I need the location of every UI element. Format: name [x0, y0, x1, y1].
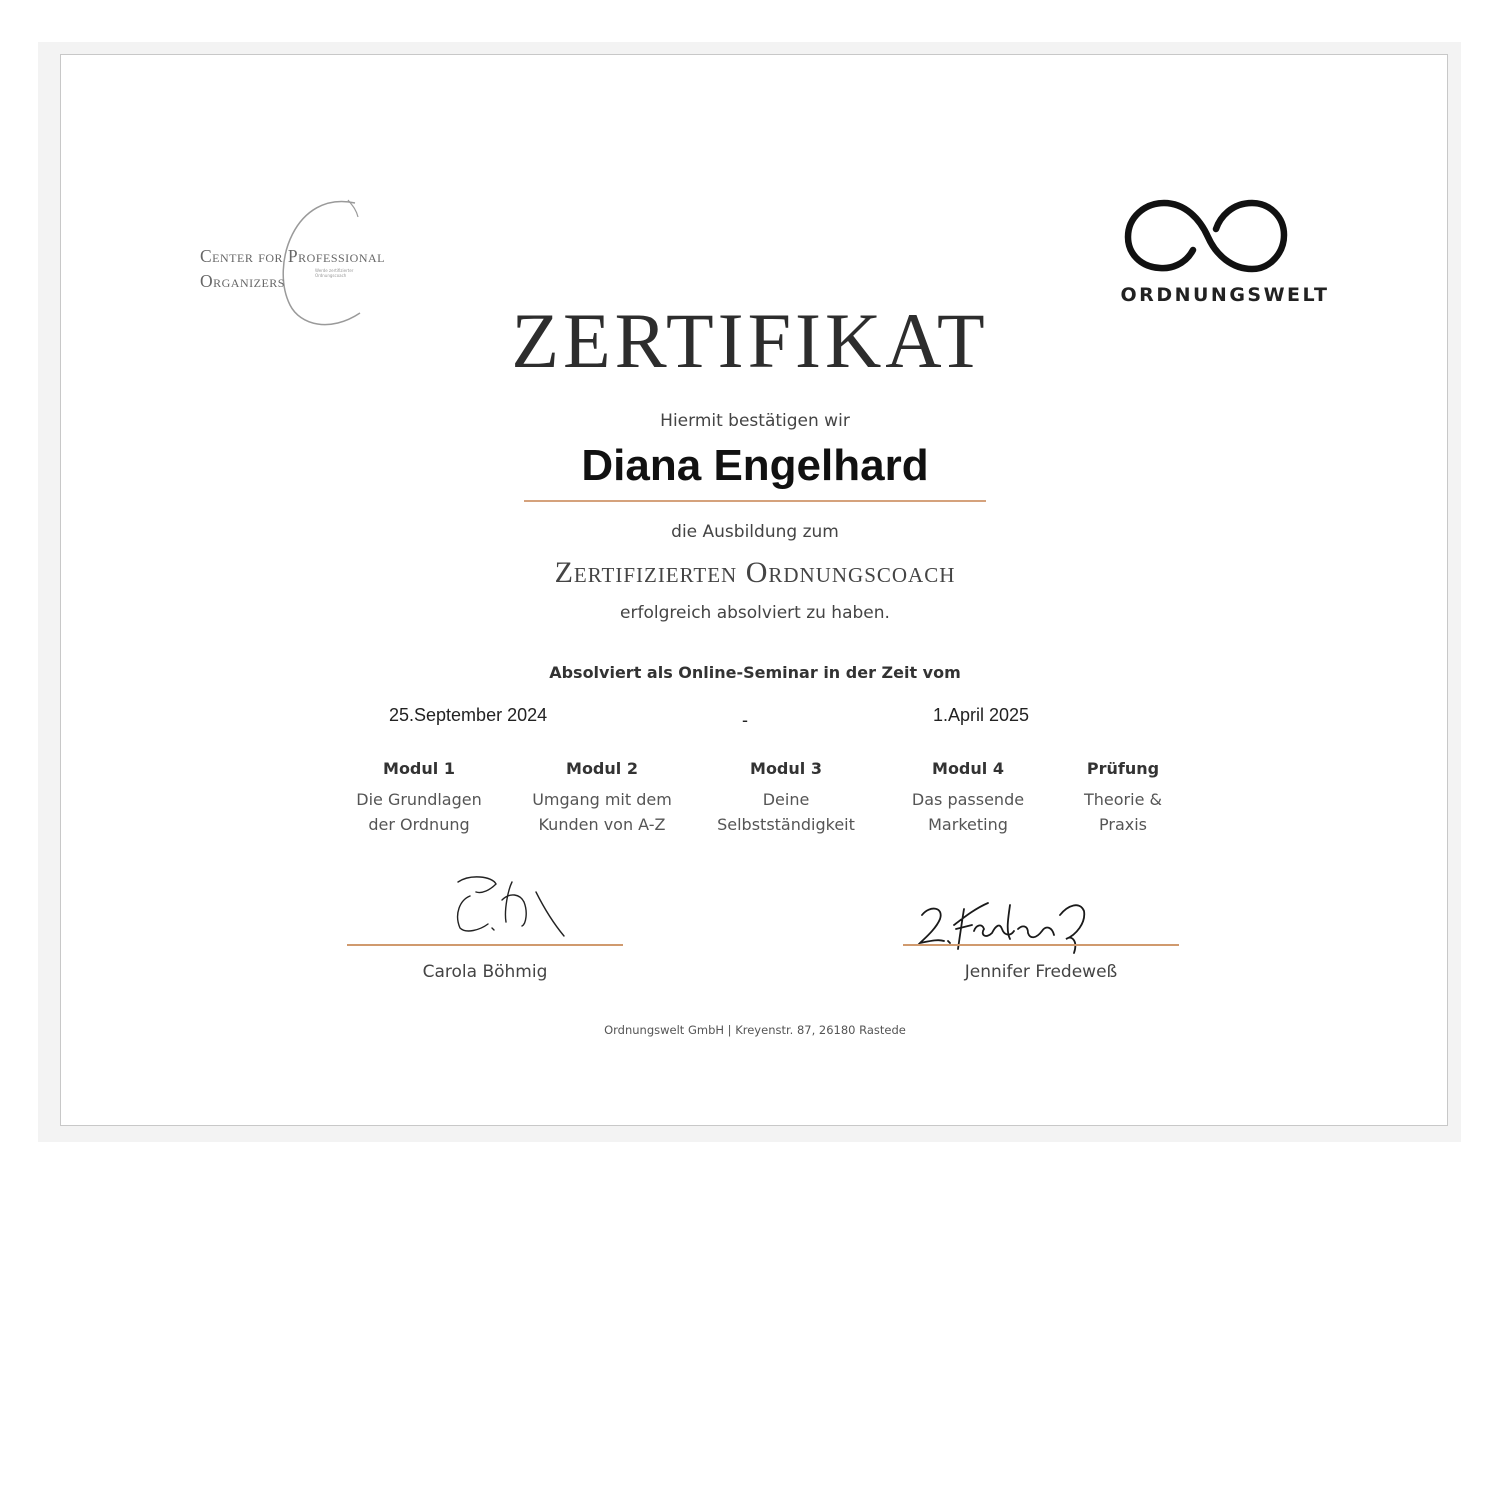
- module-1: [329, 757, 509, 837]
- right-signature-line: [903, 944, 1179, 946]
- right-signature-icon: [910, 895, 1100, 960]
- center-for-professional-organizers-logo: [200, 195, 460, 335]
- module-title: Modul 2: [566, 759, 638, 778]
- intro-text: Hiermit bestätigen wir: [660, 411, 850, 431]
- module-3: [696, 757, 876, 837]
- course-title: Zertifizierten Ordnungscoach: [554, 556, 956, 589]
- logo-tagline: Werde zertifizierter Ordnungscoach: [315, 268, 354, 278]
- module-desc-line: Praxis: [1099, 815, 1147, 834]
- module-4: [878, 757, 1058, 837]
- logo-line-2: Organizers: [200, 271, 285, 291]
- infinity-loops-icon: [1100, 195, 1350, 280]
- module-desc-line: Kunden von A-Z: [538, 815, 666, 834]
- end-date: 1.April 2025: [933, 705, 1030, 725]
- module-desc-line: der Ordnung: [368, 815, 470, 834]
- module-description: [1033, 787, 1213, 837]
- module-desc-line: Die Grundlagen: [356, 790, 482, 809]
- module-exam: [1033, 757, 1213, 837]
- module-description: [878, 787, 1058, 837]
- module-desc-line: Theorie &: [1084, 790, 1162, 809]
- left-signature-line: [347, 944, 623, 946]
- course-intro-text: die Ausbildung zum: [671, 522, 839, 542]
- name-underline: [524, 500, 986, 502]
- module-title: Modul 3: [750, 759, 822, 778]
- completion-text: erfolgreich absolviert zu haben.: [620, 603, 890, 623]
- module-title: Prüfung: [1086, 759, 1160, 778]
- module-description: [512, 787, 692, 837]
- period-label: Absolviert als Online-Seminar in der Zeit vom: [549, 663, 961, 682]
- recipient-name: Diana Engelhard: [581, 441, 929, 490]
- module-2: [512, 757, 692, 837]
- module-description: [696, 787, 876, 837]
- module-desc-line: Deine: [762, 790, 810, 809]
- module-desc-line: Das passende: [911, 790, 1025, 809]
- module-title: Modul 1: [383, 759, 455, 778]
- certificate-title: ZERTIFIKAT: [511, 297, 989, 384]
- module-desc-line: Umgang mit dem: [532, 790, 672, 809]
- logo-line-1: Center for Professional: [200, 246, 386, 266]
- ordnungswelt-wordmark: ORDNUNGSWELT: [1120, 284, 1330, 306]
- module-desc-line: Marketing: [928, 815, 1008, 834]
- footer-address: Ordnungswelt GmbH | Kreyenstr. 87, 26180 Rastede: [604, 1023, 906, 1037]
- module-description: [329, 787, 509, 837]
- module-title: Modul 4: [932, 759, 1004, 778]
- start-date: 25.September 2024: [389, 705, 548, 725]
- right-signatory-name: Jennifer Fredeweß: [964, 962, 1118, 982]
- module-desc-line: Selbstständigkeit: [717, 815, 855, 834]
- left-signature-icon: [440, 870, 580, 942]
- date-separator: -: [742, 710, 748, 730]
- left-signatory-name: Carola Böhmig: [422, 962, 548, 982]
- ordnungswelt-logo: [1100, 195, 1350, 315]
